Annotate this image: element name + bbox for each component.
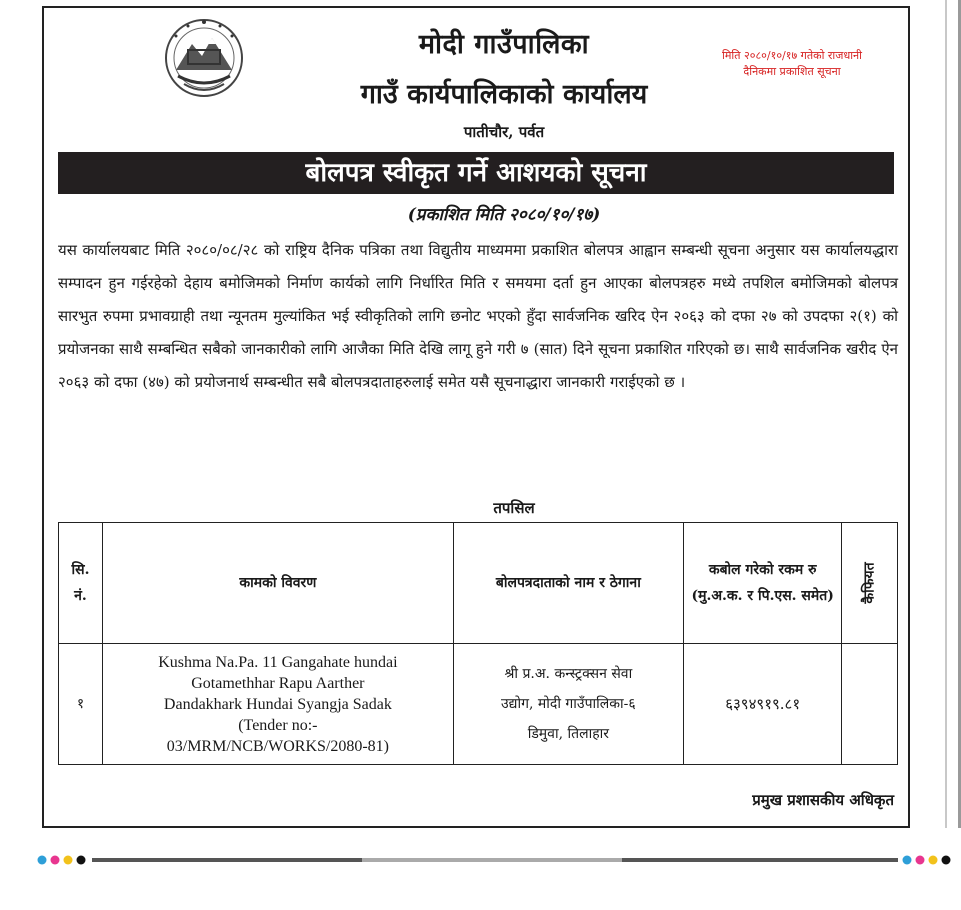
published-date: (प्रकाशित मिति २०८०/१०/१७) bbox=[407, 205, 601, 225]
notice-title-banner: बोलपत्र स्वीकृत गर्ने आशयको सूचना bbox=[58, 152, 894, 194]
row-sn: १ bbox=[59, 644, 103, 765]
publication-note bbox=[672, 48, 912, 80]
header-remarks bbox=[842, 523, 898, 644]
work-line: Dandakhark Hundai Syangja Sadak bbox=[163, 695, 392, 713]
schedule-label: तपसिल bbox=[493, 499, 535, 517]
header-bidder: बोलपत्रदाताको नाम र ठेगाना bbox=[453, 523, 683, 644]
row-amount: ६३९४९१९.८१ bbox=[683, 644, 842, 765]
footer-dots-right bbox=[903, 856, 951, 865]
publication-note-line2: दैनिकमा प्रकाशित सूचना bbox=[743, 65, 841, 78]
publication-note-line1: मिति २०८०/१०/१७ गतेको राजधानी bbox=[721, 49, 863, 62]
footer-decoration bbox=[0, 850, 961, 870]
bidder-line: उद्योग, मोदी गाउँपालिका-६ bbox=[501, 696, 636, 712]
row-remarks bbox=[842, 644, 898, 765]
office-address: पातीचौर, पर्वत bbox=[463, 123, 545, 141]
bidder-line: डिमुवा, तिलाहार bbox=[527, 726, 609, 742]
tender-table bbox=[58, 522, 898, 765]
bidder-line: श्री प्र.अ. कन्स्ट्रक्सन सेवा bbox=[504, 666, 633, 682]
notice-frame bbox=[42, 6, 910, 828]
footer-dots-left bbox=[38, 856, 86, 865]
row-work-description bbox=[102, 644, 453, 765]
page-edge-rule bbox=[945, 0, 947, 828]
work-line: (Tender no:- bbox=[238, 716, 318, 734]
table-header-row bbox=[59, 523, 898, 644]
municipality-emblem-icon bbox=[158, 14, 250, 106]
header-work: कामको विवरण bbox=[102, 523, 453, 644]
office-subtitle: गाउँ कार्यपालिकाको कार्यालय bbox=[360, 79, 648, 110]
header-amount: कबोल गरेको रकम रु (मु.अ.क. र पि.एस. समेत) bbox=[683, 523, 842, 644]
header-sn: सि. नं. bbox=[59, 523, 103, 644]
signatory-title: प्रमुख प्रशासकीय अधिकृत bbox=[752, 791, 894, 809]
work-line: Gotamethhar Rapu Aarther bbox=[191, 674, 365, 692]
work-line: Kushma Na.Pa. 11 Gangahate hundai bbox=[158, 653, 398, 671]
office-name: मोदी गाउँपालिका bbox=[418, 29, 590, 60]
row-bidder bbox=[453, 644, 683, 765]
header-remarks-label: कैफियत bbox=[861, 562, 878, 604]
table-row bbox=[59, 644, 898, 765]
work-line: 03/MRM/NCB/WORKS/2080-81) bbox=[166, 737, 389, 755]
notice-body-text: यस कार्यालयबाट मिति २०८०/०८/२८ को राष्ट्रिय दैनिक पत्रिका तथा विद्युतीय माध्यममा प्रकाशित बोलपत्र आह्वान सम्बन्धी सूचना अनुसार यस कार्यालयद्धारा सम्पादन हुन गईरहेको देहाय बमोजिमको निर्माण कार्यको लागि निर्धारित मिति र समयमा दर्ता हुन आएका बोलपत्रहरु मध्ये तपशिल बमोजिमको बोलपत्र सारभुत रुपमा प्रभावग्राही तथा न्यूनतम मुल्यांकित भई स्वीकृतिको लागि छनोट भएको हुँदा सार्वजनिक खरिद ऐन २०६३ को दफा २७ को उपदफा २(१) को प्रयोजनका साथै सम्बन्धित सबैको जानकारीको लागि आजैका मिति देखि लागू हुने गरी ७ (सात) दिने सूचना प्रकाशित गरिएको छ। साथै सार्वजनिक खरीद ऐन २०६३ को दफा (४७) को प्रयोजनार्थ सम्बन्धीत सबै बोलपत्रदाताहरुलाई समेत यसै सूचनाद्धारा जानकारी गराईएको छ । bbox=[58, 241, 898, 391]
